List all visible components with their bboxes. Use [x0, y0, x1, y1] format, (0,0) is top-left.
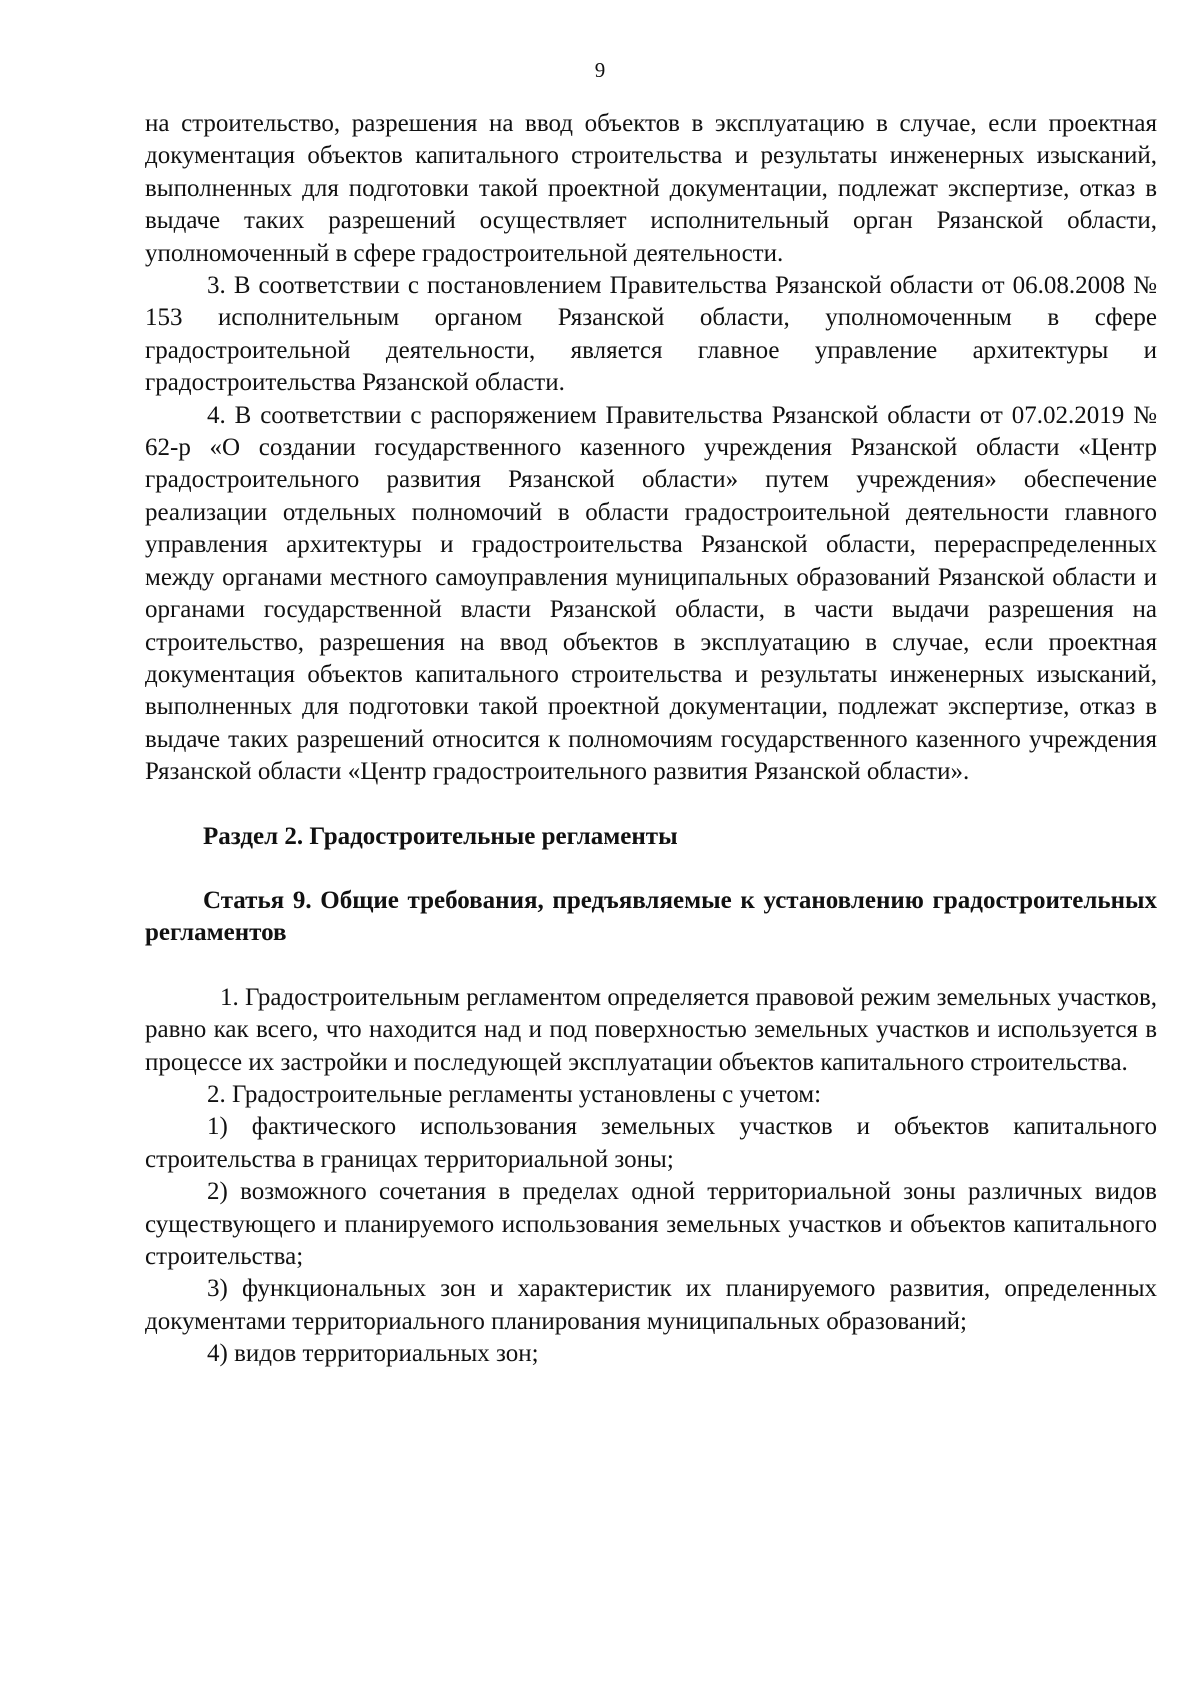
paragraph-item-4: 4. В соответствии с распоряжением Правительства Рязанской области от 07.02.2019 № 62-р «О создании государственного казенного учреждения Рязанской области «Центр градостроительного развития Рязанской области» путем учреждения» обеспечение реализации отдельных полномочий в области градостроительной деятельности главного управления архитектуры и градостроительства Рязанской области, перераспределенных между органами местного самоуправления муниципальных образований Рязанской области и органами государственной власти Рязанской области, в части выдачи разрешения на строительство, разрешения на ввод объектов в эксплуатацию в случае, если проектная документация объектов капитального строительства и результаты инженерных изысканий, выполненных для подготовки такой проектной документации, подлежат экспертизе, отказ в выдаче таких разрешений относится к полномочиям государственного казенного учреждения Рязанской области «Центр градостроительного развития Рязанской области».	[145, 401, 1157, 786]
list-item-1: 1) фактического использования земельных участков и объектов капитального строительства в границах территориальной зоны;	[145, 1113, 1157, 1173]
document-body	[145, 108, 1157, 1371]
paragraph-continuation: на строительство, разрешения на ввод объектов в эксплуатацию в случае, если проектная документация объектов капитального строительства и результаты инженерных изысканий, выполненных для подготовки такой проектной документации, подлежат экспертизе, отказ в выдаче таких разрешений осуществляет исполнительный орган Рязанской области, уполномоченный в сфере градостроительной деятельности.	[145, 110, 1157, 267]
article-paragraph-1: 1. Градостроительным регламентом определяется правовой режим земельных участков, равно как всего, что находится над и под поверхностью земельных участков и используется в процессе их застройки и последующей эксплуатации объектов капитального строительства.	[145, 983, 1157, 1076]
list-item-3: 3) функциональных зон и характеристик их планируемого развития, определенных документами территориального планирования муниципальных образований;	[145, 1275, 1157, 1335]
section-heading: Раздел 2. Градостроительные регламенты	[203, 822, 678, 850]
list-item-4: 4) видов территориальных зон;	[207, 1340, 539, 1368]
list-item-2: 2) возможного сочетания в пределах одной территориальной зоны различных видов существующего и планируемого использования земельных участков и объектов капитального строительства;	[145, 1178, 1157, 1270]
paragraph-item-3: 3. В соответствии с постановлением Правительства Рязанской области от 06.08.2008 № 153 исполнительным органом Рязанской области, уполномоченным в сфере градостроительной деятельности, является главное управление архитектуры и градостроительства Рязанской области.	[145, 272, 1157, 397]
article-paragraph-2: 2. Градостроительные регламенты установлены с учетом:	[207, 1080, 822, 1108]
article-heading: Статья 9. Общие требования, предъявляемые к установлению градостроительных регламентов	[145, 886, 1157, 947]
page-number: 9	[594, 58, 606, 82]
